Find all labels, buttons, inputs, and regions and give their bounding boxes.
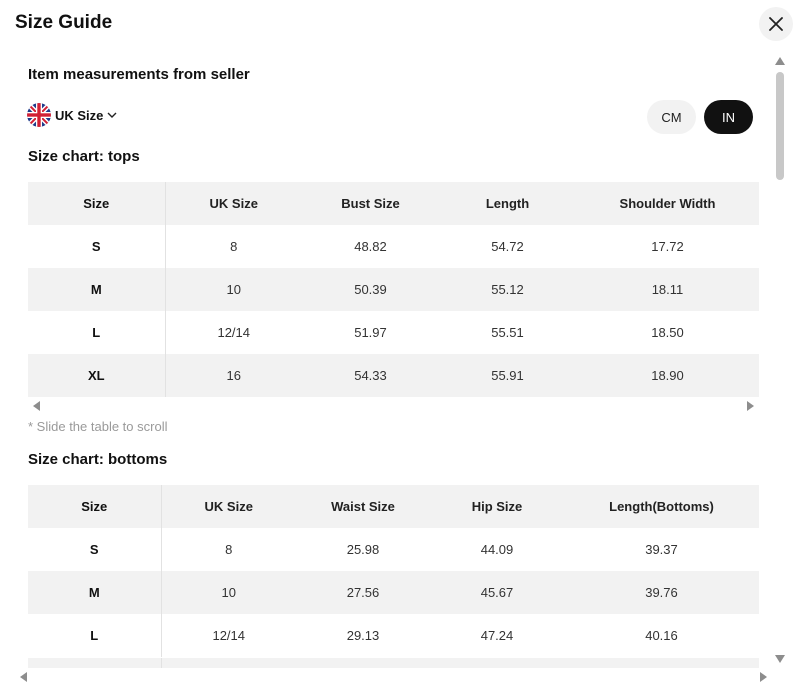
table-header-cell: UK Size [161,485,296,528]
scroll-up-arrow[interactable] [775,57,785,65]
table-cell: 39.76 [564,571,759,614]
bottoms-chart-title: Size chart: bottoms [28,451,168,468]
table-cell: 10 [165,268,302,311]
table-header-cell: Waist Size [296,485,430,528]
tops-horizontal-scrollbar[interactable] [28,399,759,413]
table-row [28,268,759,311]
table-cell: S [28,225,165,268]
table-cell: S [28,528,161,571]
table-cell: M [28,571,161,614]
table-row-partial [28,658,759,668]
table-header-cell: Hip Size [430,485,564,528]
table-cell: 18.50 [651,325,684,340]
table-cell: 40.16 [645,628,678,643]
chevron-down-icon [107,112,117,118]
table-cell: 47.24 [480,628,514,643]
tops-chart-title: Size chart: tops [28,148,140,165]
table-cell: 10 [161,571,296,614]
scroll-left-arrow[interactable] [20,672,27,682]
table-row [28,571,759,614]
measurements-subtitle: Item measurements from seller [28,66,250,83]
table-header-cell: Length(Bottoms) [564,485,759,528]
table-cell: M [28,268,165,311]
table-header-cell: Length [439,182,576,225]
table-cell: 45.67 [430,571,564,614]
table-cell: 48.82 [354,239,387,254]
table-header-row [28,182,759,225]
table-cell: 29.13 [346,628,380,643]
table-cell: 44.09 [480,542,514,557]
table-cell: 55.51 [491,325,524,340]
table-header-cell: Bust Size [302,182,439,225]
size-system-select[interactable] [27,103,117,127]
bottoms-horizontal-scrollbar[interactable] [28,670,759,684]
table-cell: 12/14 [217,325,251,340]
table-row [28,528,759,571]
table-cell: L [28,311,165,354]
table-cell: 8 [230,239,238,254]
table-cell: 27.56 [296,571,430,614]
table-cell: 17.72 [651,239,684,254]
table-cell: 18.90 [576,354,759,397]
table-header-cell: Size [28,182,165,225]
tops-size-table[interactable] [28,182,760,397]
modal-title: Size Guide [15,12,113,33]
table-cell: 51.97 [354,325,387,340]
bottoms-size-table[interactable] [28,485,760,657]
table-cell: XL [28,354,165,397]
table-cell: 25.98 [346,542,380,557]
table-row [28,354,759,397]
table-header-row [28,485,759,528]
table-row [28,614,759,657]
table-row [28,311,759,354]
table-cell: L [28,614,161,657]
scroll-right-arrow[interactable] [760,672,767,682]
close-icon [769,17,783,31]
vertical-scrollbar-thumb[interactable] [776,72,784,180]
scroll-left-arrow[interactable] [33,401,40,411]
table-header-cell: UK Size [165,182,302,225]
unit-in-button[interactable]: IN [704,100,753,134]
scroll-hint: * Slide the table to scroll [28,419,168,434]
table-cell: 50.39 [302,268,439,311]
unit-cm-button[interactable]: CM [647,100,696,134]
scroll-right-arrow[interactable] [747,401,754,411]
table-header-cell: Shoulder Width [576,182,759,225]
table-cell: 55.91 [439,354,576,397]
table-cell: 55.12 [439,268,576,311]
table-cell: 8 [225,542,233,557]
table-cell: 54.33 [302,354,439,397]
table-cell: 54.72 [491,239,524,254]
scroll-down-arrow[interactable] [775,655,785,663]
table-header-cell: Size [28,485,161,528]
table-cell: 18.11 [576,268,759,311]
size-system-label: UK Size [55,107,104,123]
table-cell: 12/14 [212,628,246,643]
close-button[interactable] [759,7,793,41]
uk-flag-icon [27,103,51,127]
table-row [28,225,759,268]
table-cell: 16 [165,354,302,397]
table-cell: 39.37 [645,542,678,557]
